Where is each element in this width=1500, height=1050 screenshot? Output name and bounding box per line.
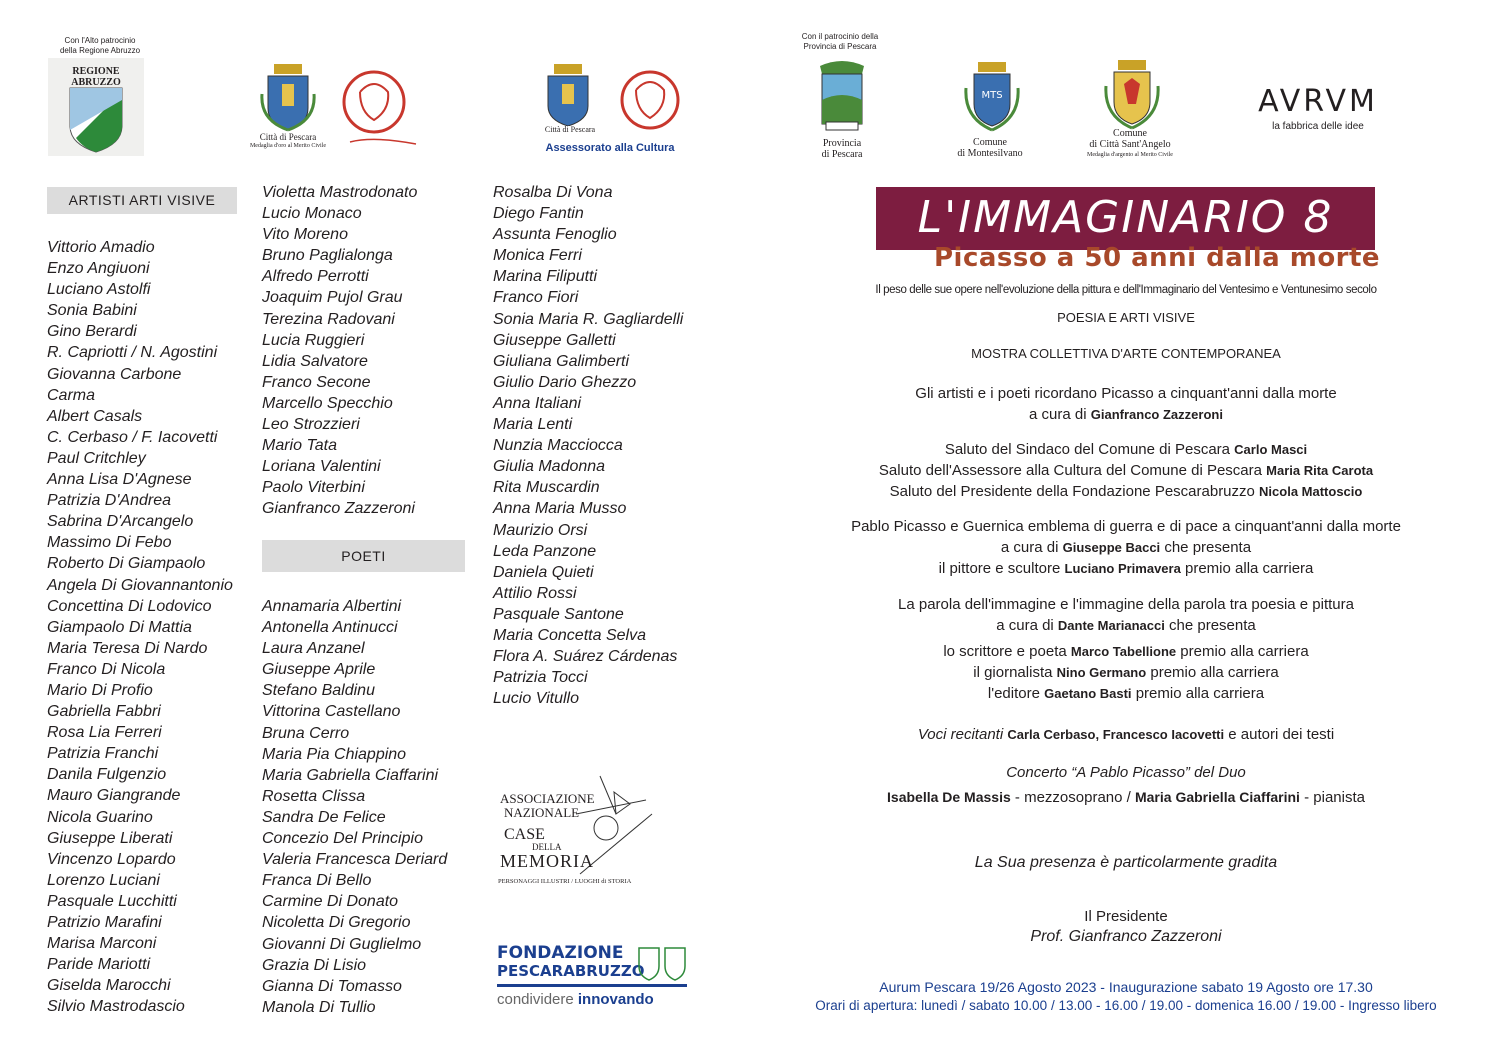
provincia-patrocinio: Con il patrocinio della Provincia di Pescara: [801, 32, 879, 51]
name-item: Lidia Salvatore: [262, 352, 368, 370]
name-item: Joaquim Pujol Grau: [262, 289, 403, 307]
guernica-premio: premio alla carriera: [1180, 560, 1314, 577]
saluto1-name: Carlo Masci: [1234, 442, 1308, 457]
name-item: Nicoletta Di Gregorio: [262, 914, 411, 932]
name-item: Enzo Angiuoni: [47, 260, 150, 278]
event-mostra: MOSTRA COLLETTIVA D'ARTE CONTEMPORANEA: [971, 346, 1281, 361]
name-item: Mario Di Profio: [47, 681, 153, 699]
name-item: Giuseppe Aprile: [262, 661, 376, 679]
name-item: Maria Concetta Selva: [493, 626, 646, 644]
provincia-crest-icon: [812, 60, 872, 136]
guernica-curator: Giuseppe Bacci: [1062, 540, 1161, 555]
event-intro: [836, 383, 1416, 425]
event-presenza: La Sua presenza è particolarmente gradita: [974, 854, 1278, 871]
name-item: Rosa Lia Ferreri: [47, 724, 162, 742]
name-item: Mario Tata: [262, 437, 337, 455]
santangelo-sub: Medaglia d'argento al Merito Civile: [1087, 152, 1173, 158]
regione-shield-icon: [48, 86, 144, 156]
intro-curator: Gianfranco Zazzeroni: [1090, 407, 1223, 422]
event-footer-hours: Orari di apertura: lunedì / sabato 10.00 / 13.00 - 16.00 / 19.00 - domenica 16.00 / 19.00 - Ingresso libero: [815, 998, 1437, 1013]
assessorato-crest-icon: [540, 64, 596, 126]
name-item: Franca Di Bello: [262, 872, 372, 890]
name-item: Monica Ferri: [493, 247, 582, 265]
voci-autori: e autori dei testi: [1224, 726, 1335, 743]
name-item: Giovanni Di Guglielmo: [262, 935, 422, 953]
name-item: Giovanna Carbone: [47, 365, 182, 383]
name-item: Lorenzo Luciani: [47, 871, 160, 889]
voci-names: Carla Cerbaso, Francesco Iacovetti: [1007, 727, 1225, 742]
event-title: L'IMMAGINARIO 8: [876, 187, 1375, 250]
parola5-role: l'editore: [987, 685, 1045, 702]
regione-caption: Con l'Alto patrocinio della Regione Abruzzo: [59, 36, 141, 55]
parola4-role: il giornalista: [973, 664, 1057, 681]
event-concerto: Concerto “A Pablo Picasso” del Duo: [1006, 764, 1246, 781]
name-item: Daniela Quieti: [493, 563, 594, 581]
name-item: Marisa Marconi: [47, 935, 157, 953]
name-item: Leo Strozzieri: [262, 416, 360, 434]
name-item: Vincenzo Lopardo: [47, 850, 176, 868]
montesilvano-caption: Comune di Montesilvano: [957, 137, 1023, 159]
santangelo-caption: Comune di Città Sant'Angelo: [1089, 128, 1171, 150]
name-item: Attilio Rossi: [493, 584, 577, 602]
name-item: Rosalba Di Vona: [493, 184, 613, 201]
name-item: Flora A. Suárez Cárdenas: [493, 648, 678, 666]
name-item: Anna Lisa D'Agnese: [47, 471, 192, 489]
event-poesia: POESIA E ARTI VISIVE: [1057, 310, 1195, 325]
name-item: Giulio Dario Ghezzo: [493, 373, 637, 391]
name-item: Valeria Francesca Deriard: [262, 851, 448, 869]
name-item: Danila Fulgenzio: [47, 766, 167, 784]
provincia-caption: Provincia di Pescara: [821, 138, 863, 160]
name-item: Bruna Cerro: [262, 724, 350, 742]
parola3-premio: premio alla carriera: [1176, 643, 1309, 660]
event-parola: [816, 594, 1436, 704]
fondazione-rule: [497, 984, 687, 987]
pescara-caption: Città di Pescara: [259, 132, 317, 142]
event-voci: [816, 724, 1436, 745]
intro-line1: Gli artisti e i poeti ricordano Picasso a cinquant'anni dalla morte: [915, 385, 1337, 402]
fondazione-line2: PESCARABRUZZO: [497, 962, 645, 980]
name-item: Anna Maria Musso: [493, 500, 627, 518]
name-item: Rita Muscardin: [493, 479, 600, 497]
name-item: Maria Gabriella Ciaffarini: [262, 766, 439, 784]
name-item: Massimo Di Febo: [47, 534, 172, 552]
artisti-list-2: [262, 182, 417, 520]
name-item: Paride Mariotti: [47, 956, 151, 974]
name-item: Annamaria Albertini: [262, 598, 402, 615]
name-item: Nunzia Macciocca: [493, 437, 623, 455]
dannunzio-logo-icon: [330, 62, 420, 152]
regione-logo-text: REGIONE ABRUZZO: [71, 66, 121, 88]
poeti-list-1: [262, 596, 447, 1018]
parola-curator: Dante Marianacci: [1057, 618, 1165, 633]
parola5-premio: premio alla carriera: [1131, 685, 1265, 702]
case-line4: DELLA: [532, 842, 562, 852]
intro-curadi: a cura di: [1029, 406, 1091, 423]
aurum-tagline: la fabbrica delle idee: [1272, 121, 1364, 132]
name-item: Stefano Baldinu: [262, 682, 375, 700]
guernica-presenta: che presenta: [1160, 539, 1252, 556]
case-memoria-logo: [496, 774, 666, 894]
guernica-curadi: a cura di: [1000, 539, 1063, 556]
parola4-name: Nino Germano: [1056, 665, 1147, 680]
assessorato-caption: Città di Pescara: [544, 125, 596, 134]
name-item: Concettina Di Lodovico: [47, 597, 212, 615]
svg-text:MTS: MTS: [981, 90, 1003, 101]
fondazione-crest-icon: [635, 944, 691, 982]
name-item: Nicola Guarino: [47, 808, 153, 826]
case-line1: ASSOCIAZIONE: [500, 791, 595, 806]
name-item: Giselda Marocchi: [47, 977, 171, 995]
name-item: Alfredo Perrotti: [262, 268, 369, 286]
name-item: Laura Anzanel: [262, 640, 365, 658]
name-item: Carmine Di Donato: [262, 893, 399, 911]
duo-role1: - mezzosoprano /: [1010, 789, 1135, 806]
event-guernica: [816, 516, 1436, 579]
name-item: Luciano Astolfi: [47, 281, 151, 299]
duo-singer: Isabella De Massis: [887, 789, 1011, 805]
case-line2: NAZIONALE: [504, 805, 580, 820]
parola-curadi: a cura di: [996, 617, 1058, 634]
name-item: Carma: [47, 386, 96, 404]
name-item: Vittorio Amadio: [47, 239, 155, 256]
name-item: Paul Critchley: [47, 449, 146, 467]
name-item: Giulia Madonna: [493, 458, 606, 476]
name-item: Gabriella Fabbri: [47, 703, 161, 721]
voci-label: Voci recitanti: [917, 726, 1008, 743]
name-item: Albert Casals: [47, 407, 143, 425]
name-item: Roberto Di Giampaolo: [47, 555, 206, 573]
guernica-line1: Pablo Picasso e Guernica emblema di guerra e di pace a cinquant'anni dalla morte: [851, 518, 1401, 535]
presidente-title: Il Presidente: [1084, 908, 1168, 925]
saluto1-text: Saluto del Sindaco del Comune di Pescara: [944, 441, 1235, 458]
name-item: Violetta Mastrodonato: [262, 184, 418, 201]
name-item: Terezina Radovani: [262, 310, 395, 328]
name-item: Grazia Di Lisio: [262, 956, 367, 974]
name-item: Patrizio Marafini: [47, 914, 162, 931]
regione-abruzzo-logo: [48, 58, 144, 156]
name-item: Franco Fiori: [493, 289, 579, 307]
name-item: Silvio Mastrodascio: [47, 998, 185, 1016]
poeti-header: POETI: [262, 540, 465, 572]
event-footer-dates: Aurum Pescara 19/26 Agosto 2023 - Inaugurazione sabato 19 Agosto ore 17.30: [879, 979, 1373, 995]
name-item: Giuliana Galimberti: [493, 352, 630, 370]
assessorato-dannunzio-icon: [608, 62, 692, 146]
parola-line1: La parola dell'immagine e l'immagine della parola tra poesia e pittura: [898, 596, 1354, 613]
event-duo: [796, 787, 1456, 808]
name-item: Lucia Ruggieri: [262, 331, 365, 349]
name-item: Maurizio Orsi: [493, 521, 588, 539]
saluto3-text: Saluto del Presidente della Fondazione Pescarabruzzo: [889, 483, 1260, 500]
name-item: Gianfranco Zazzeroni: [262, 500, 415, 518]
name-item: Franco Secone: [262, 373, 371, 391]
name-item: Maria Teresa Di Nardo: [47, 639, 208, 657]
name-item: Leda Panzone: [493, 542, 597, 560]
fondazione-tag2: innovando: [577, 991, 654, 1008]
poeti-list-2: [493, 182, 683, 709]
guernica-pittore: il pittore e scultore: [938, 560, 1065, 577]
presidente-name: Prof. Gianfranco Zazzeroni: [1030, 928, 1222, 945]
name-item: C. Cerbaso / F. Iacovetti: [47, 428, 218, 446]
guernica-artist: Luciano Primavera: [1064, 561, 1181, 576]
name-item: Giuseppe Liberati: [47, 829, 173, 847]
name-item: Manola Di Tullio: [262, 998, 376, 1016]
name-item: Angela Di Giovannantonio: [47, 576, 233, 594]
duo-role2: - pianista: [1299, 789, 1365, 806]
name-item: Sabrina D'Arcangelo: [47, 513, 194, 531]
name-item: Patrizia D'Andrea: [47, 492, 171, 510]
montesilvano-crest-icon: [962, 62, 1022, 132]
name-item: Assunta Fenoglio: [493, 226, 617, 244]
parola-presenta: che presenta: [1164, 617, 1256, 634]
event-subtitle: Picasso a 50 anni dalla morte: [934, 243, 1381, 273]
name-item: Patrizia Tocci: [493, 669, 588, 687]
name-item: Sonia Babini: [47, 302, 137, 320]
name-item: Anna Italiani: [493, 394, 582, 412]
santangelo-crest-icon: [1102, 60, 1162, 130]
saluto2-name: Maria Rita Carota: [1266, 463, 1374, 478]
parola4-premio: premio alla carriera: [1146, 664, 1279, 681]
name-item: R. Capriotti / N. Agostini: [47, 344, 218, 362]
fondazione-logo: [497, 944, 692, 1016]
name-item: Vito Moreno: [262, 226, 348, 244]
name-item: Marina Filiputti: [493, 268, 598, 286]
saluto2-text: Saluto dell'Assessore alla Cultura del Comune di Pescara: [878, 462, 1267, 479]
name-item: Lucio Vitullo: [493, 690, 579, 708]
aurum-logo: AVRVM: [1258, 84, 1378, 119]
name-item: Patrizia Franchi: [47, 745, 159, 763]
name-item: Pasquale Santone: [493, 605, 624, 623]
case-line3: CASE: [504, 826, 545, 843]
parola3-role: lo scrittore e poeta: [943, 643, 1071, 660]
name-item: Giampaolo Di Mattia: [47, 618, 192, 636]
name-item: Marcello Specchio: [262, 394, 393, 412]
name-item: Maria Pia Chiappino: [262, 745, 407, 763]
name-item: Franco Di Nicola: [47, 660, 166, 678]
name-item: Sonia Maria R. Gagliardelli: [493, 310, 684, 328]
event-tagline: Il peso delle sue opere nell'evoluzione della pittura e dell'Immaginario del Ventesimo e Ventunesimo secolo: [875, 284, 1377, 296]
artisti-header: ARTISTI ARTI VISIVE: [47, 187, 237, 214]
name-item: Giuseppe Galletti: [493, 331, 616, 349]
name-item: Lucio Monaco: [262, 205, 362, 223]
pescara-sub: Medaglia d'oro al Merito Civile: [249, 143, 327, 149]
name-item: Maria Lenti: [493, 416, 573, 434]
case-line5: MEMORIA: [500, 851, 595, 871]
name-item: Rosetta Clissa: [262, 787, 366, 805]
fondazione-line1: FONDAZIONE: [497, 943, 624, 963]
saluto3-name: Nicola Mattoscio: [1259, 484, 1363, 499]
name-item: Loriana Valentini: [262, 458, 381, 476]
name-item: Pasquale Lucchitti: [47, 892, 177, 910]
case-line6: PERSONAGGI ILLUSTRI / LUOGHI di STORIA: [498, 878, 632, 885]
name-item: Diego Fantin: [493, 205, 584, 223]
name-item: Bruno Paglialonga: [262, 247, 393, 265]
name-item: Vittorina Castellano: [262, 703, 401, 721]
duo-pianist: Maria Gabriella Ciaffarini: [1134, 789, 1300, 805]
name-item: Concezio Del Principio: [262, 830, 423, 848]
name-item: Paolo Viterbini: [262, 479, 365, 497]
pescara-crest-icon: [258, 64, 318, 132]
artisti-list-1: [47, 237, 233, 1017]
assessorato-label: Assessorato alla Cultura: [545, 142, 675, 154]
event-saluti: [836, 439, 1416, 502]
name-item: Gianna Di Tomasso: [262, 977, 402, 995]
name-item: Gino Berardi: [47, 323, 137, 341]
name-item: Antonella Antinucci: [262, 619, 398, 637]
name-item: Mauro Giangrande: [47, 787, 181, 805]
parola3-name: Marco Tabellione: [1070, 644, 1177, 659]
parola5-name: Gaetano Basti: [1044, 686, 1132, 701]
name-item: Sandra De Felice: [262, 808, 386, 826]
fondazione-tag1: condividere: [497, 991, 574, 1008]
